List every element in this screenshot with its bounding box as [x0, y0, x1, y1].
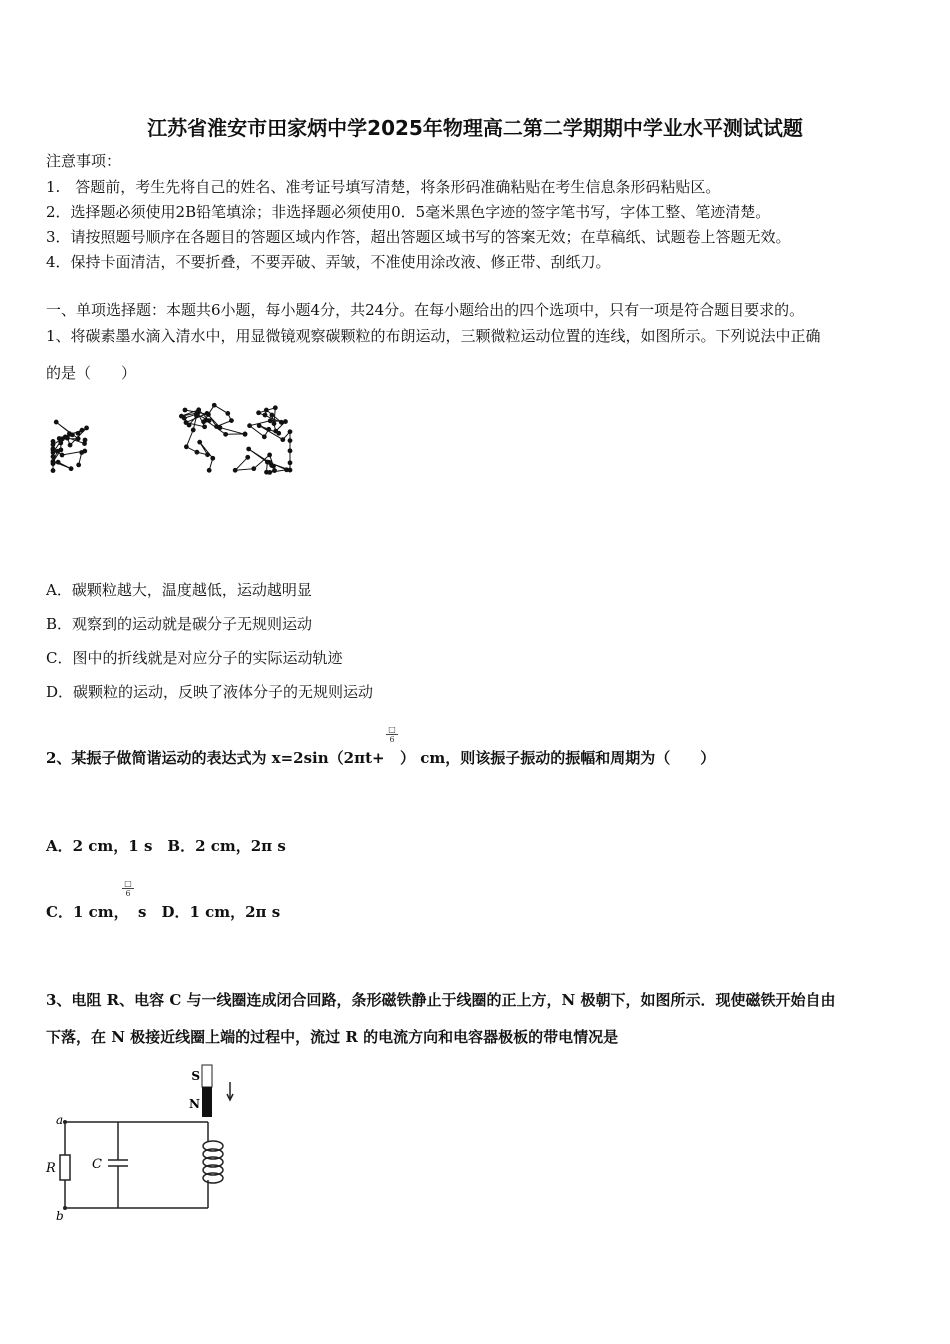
particle-position-dot [246, 447, 251, 452]
particle-position-dot [263, 413, 268, 418]
particle-position-dot [205, 411, 210, 416]
section-heading: 一、单项选择题：本题共6小题，每小题4分，共24分。在每小题给出的四个选项中，只有一项是符合题目要求的。 [46, 301, 805, 319]
q2-fraction-num: □ [386, 725, 398, 735]
q2-option-c-fraction [122, 879, 134, 898]
notice-item-3: 3．请按照题号顺序在各题目的答题区域内作答，超出答题区域书写的答案无效；在草稿纸、试题卷上答题无效。 [46, 228, 791, 246]
particle-position-dot [276, 431, 281, 436]
magnet-south [202, 1065, 212, 1087]
particle-position-dot [271, 464, 276, 469]
particle-position-dot [212, 403, 217, 408]
particle-position-dot [51, 468, 56, 473]
notice-item-1: 1. 答题前，考生先将自己的姓名、准考证号填写清楚，将条形码准确粘贴在考生信息条形码粘贴区。 [46, 178, 721, 196]
particle-position-dot [284, 467, 289, 472]
particle-position-dot [280, 437, 285, 442]
magnet-north [202, 1087, 212, 1117]
notice-item-4: 4．保持卡面清洁，不要折叠，不要弄破、弄皱，不准使用涂改液、修正带、刮纸刀。 [46, 253, 611, 271]
particle-position-dot [67, 432, 72, 437]
circuit-figure [40, 1060, 260, 1225]
particle-position-dot [233, 468, 238, 473]
particle-position-dot [207, 418, 212, 423]
particle-position-dot [243, 432, 248, 437]
q2-option-d: s D．1 cm，2π s [138, 903, 281, 921]
particle-position-dot [68, 443, 73, 448]
particle-position-dot [264, 408, 269, 413]
particle-position-dot [279, 420, 284, 425]
particle-position-dot [191, 428, 196, 433]
particle-position-dot [187, 423, 192, 428]
label-s: S [191, 1069, 200, 1083]
particle-position-dot [76, 436, 81, 441]
particle-position-dot [288, 438, 293, 443]
q2-fraction [386, 725, 398, 744]
particle-position-dot [288, 460, 293, 465]
particle-position-dot [272, 468, 277, 473]
particle-position-dot [69, 466, 74, 471]
notice-heading: 注意事项： [46, 152, 122, 170]
particle-position-dot [225, 411, 230, 416]
particle-position-dot [51, 454, 56, 459]
particle-position-dot [229, 418, 234, 423]
particle-position-dot [273, 405, 278, 410]
particle-position-dot [57, 436, 62, 441]
particle-position-dot [288, 429, 293, 434]
particle-position-dot [184, 444, 189, 449]
particle-position-dot [257, 423, 262, 428]
particle-position-dot [267, 453, 272, 458]
particle-position-dot [51, 439, 56, 444]
particle-position-dot [51, 446, 56, 451]
particle-position-dot [266, 427, 271, 432]
particle-position-dot [56, 460, 61, 465]
particle-position-dot [58, 447, 63, 452]
q2-stem-before: 2、某振子做简谐运动的表达式为 x=2sin（2πt+ [46, 749, 385, 767]
particle-position-dot [256, 410, 261, 415]
particle-position-dot [76, 431, 81, 436]
particle-position-dot [262, 434, 267, 439]
q3-stem-line1: 3、电阻 R、电容 C 与一线圈连成闭合回路，条形磁铁静止于线圈的正上方，N 极朝下，如图所示．现使磁铁开始自由 [46, 991, 836, 1009]
q2-option-c-fraction-num: □ [122, 879, 134, 889]
particle-position-dot [251, 466, 256, 471]
particle-position-dot [267, 470, 272, 475]
particle-position-dot [84, 426, 89, 431]
notice-item-2: 2．选择题必须使用2B铅笔填涂；非选择题必须使用0．5毫米黑色字迹的签字笔书写，字体工整、笔迹清楚。 [46, 203, 771, 221]
q3-stem-line2: 下落，在 N 极接近线圈上端的过程中，流过 R 的电流方向和电容器极板的带电情况是 [46, 1028, 619, 1046]
particle-position-dot [218, 425, 223, 430]
particle-position-dot [283, 419, 288, 424]
particle-position-dot [197, 440, 202, 445]
particle-position-dot [82, 441, 87, 446]
q1-option-a: A．碳颗粒越大，温度越低，运动越明显 [46, 581, 312, 599]
q2-option-c-fraction-den: 6 [125, 889, 131, 898]
particle-position-dot [60, 453, 65, 458]
particle-position-dot [195, 450, 200, 455]
q1-stem-line2: 的是（ ） [46, 364, 137, 382]
q2-fraction-den: 6 [389, 735, 395, 744]
label-n: N [189, 1097, 200, 1111]
particle-position-dot [182, 416, 187, 421]
q1-option-c: C．图中的折线就是对应分子的实际运动轨迹 [46, 649, 343, 667]
particle-position-dot [288, 448, 293, 453]
label-c: C [92, 1157, 102, 1172]
q2-stem-after: ） cm，则该振子振动的振幅和周期为（ ） [400, 749, 716, 767]
particle-position-dot [58, 441, 63, 446]
q1-option-d: D．碳颗粒的运动，反映了液体分子的无规则运动 [46, 683, 374, 701]
particle-position-dot [194, 413, 199, 418]
particle-position-dot [196, 407, 201, 412]
particle-position-dot [202, 424, 207, 429]
particle-position-dot [223, 432, 228, 437]
particle-position-dot [51, 459, 56, 464]
particle-position-dot [183, 408, 188, 413]
particle-position-dot [80, 428, 85, 433]
particle-position-dot [245, 455, 250, 460]
particle-position-dot [205, 452, 210, 457]
label-a: a [56, 1113, 64, 1127]
particle-position-dot [207, 468, 212, 473]
particle-position-dot [79, 450, 84, 455]
particle-position-dot [247, 423, 252, 428]
particle-position-dot [54, 420, 59, 425]
label-r: R [46, 1161, 56, 1176]
q1-option-b: B．观察到的运动就是碳分子无规则运动 [46, 615, 313, 633]
particle-position-dot [268, 418, 273, 423]
page-title: 江苏省淮安市田家炳中学2025年物理高二第二学期期中学业水平测试试题 [147, 116, 803, 140]
particle-position-dot [269, 413, 274, 418]
label-b: b [56, 1209, 64, 1223]
particle-position-dot [210, 456, 215, 461]
q1-stem-line1: 1、将碳素墨水滴入清水中，用显微镜观察碳颗粒的布朗运动，三颗微粒运动位置的连线，如图所示。下列说法中正确 [46, 327, 821, 345]
particle-position-dot [76, 463, 81, 468]
resistor [60, 1155, 70, 1180]
q2-options-row1: A．2 cm，1 s B．2 cm，2π s [46, 837, 286, 855]
brownian-motion-figure [45, 395, 295, 565]
q2-option-c: C．1 cm， [46, 903, 129, 921]
